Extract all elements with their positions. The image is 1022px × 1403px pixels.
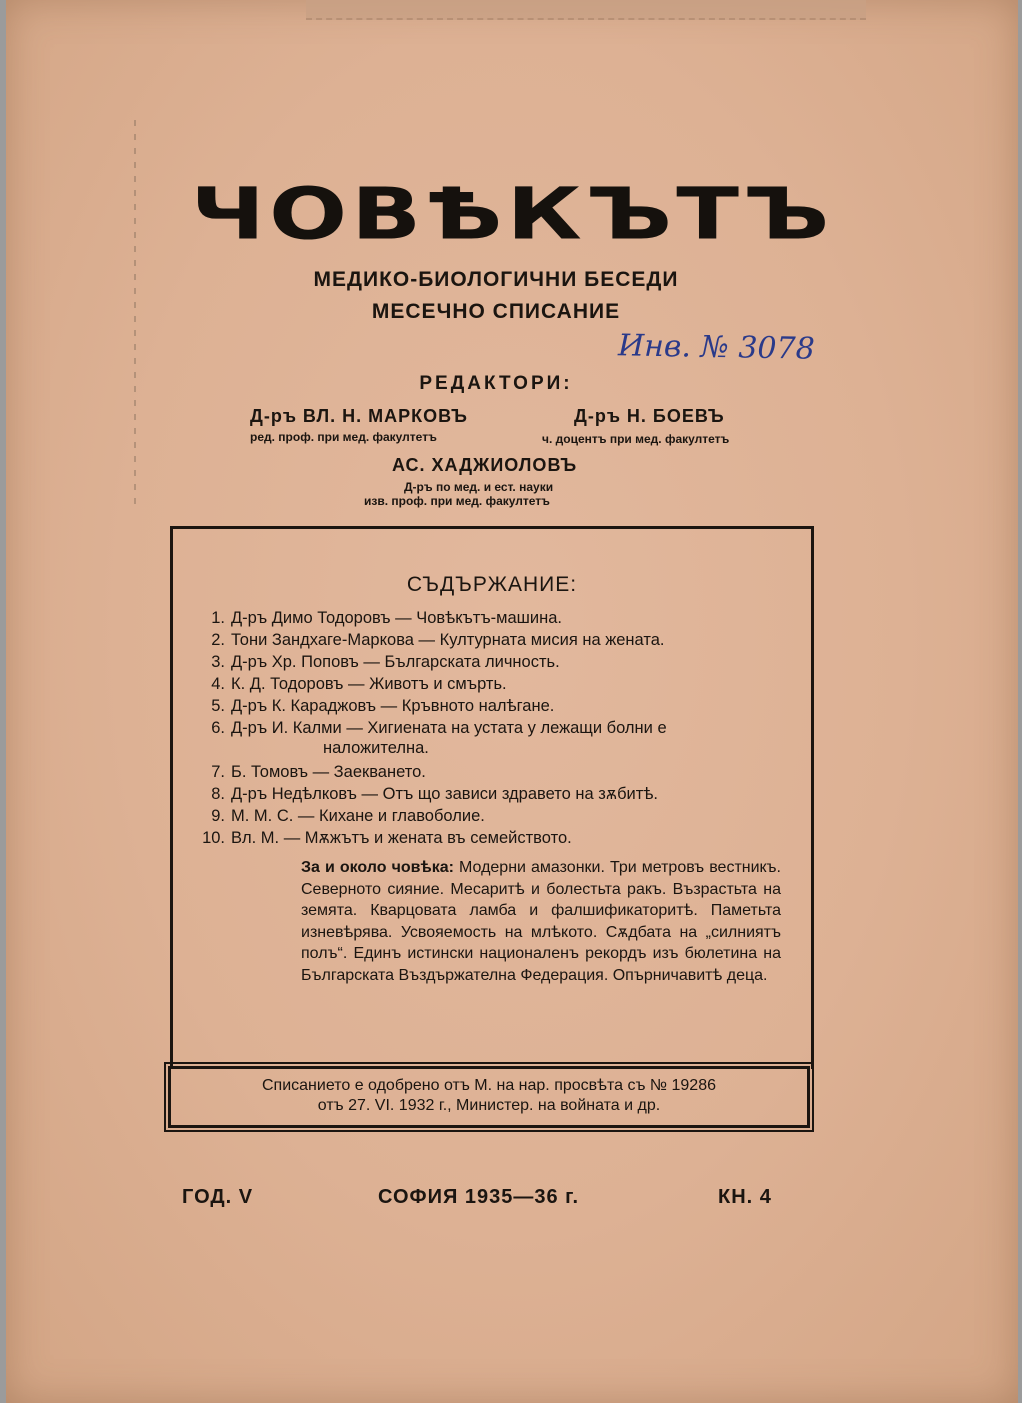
issue-number: КН. 4 xyxy=(718,1186,772,1208)
editor-2-title: ч. доцентъ при мед. факултетъ xyxy=(542,432,730,446)
toc-item: 8. Д-ръ Недѣлковъ — Отъ що зависи здравето на зѫбитѣ. xyxy=(211,785,659,803)
toc-item: 10. Вл. М. — Мѫжътъ и жената въ семейството. xyxy=(202,829,572,847)
editor-2-name: Д-ръ Н. БОЕВЪ xyxy=(574,406,725,426)
toc-item: 9. М. М. С. — Кихане и главоболие. xyxy=(211,807,485,825)
editor-1-name: Д-ръ ВЛ. Н. МАРКОВЪ xyxy=(250,406,468,426)
toc-item: 6. Д-ръ И. Калми — Хигиената на устата у лежащи болни е xyxy=(211,719,667,737)
toc-item-continuation: наложителна. xyxy=(323,739,429,757)
toc-item: 3. Д-ръ Хр. Поповъ — Българската личность. xyxy=(211,653,560,671)
magazine-title: ЧОВѢКЪТЪ xyxy=(190,172,834,256)
approval-notice-line-2: отъ 27. VI. 1932 г., Министер. на войната и др. xyxy=(317,1097,661,1114)
place-date: СОФИЯ 1935—36 г. xyxy=(378,1186,580,1208)
editors-heading: РЕДАКТОРИ: xyxy=(419,373,573,394)
contents-box xyxy=(170,526,814,1069)
approval-notice xyxy=(168,1066,810,1128)
toc-item: 2. Тони Зандхаге-Маркова — Културната мисия на жената. xyxy=(211,631,665,649)
extra-topics-text: Модерни амазонки. Три метровъ вестникъ. Северното сияние. Месаритѣ и болестьта ракъ. Възрастьта на земята. Кварцовата ламба и фалшификаторитѣ. Паметьта изневѣрява. Усвояемость на млѣкото. Сѫдбата на „силниятъ полъ“. Единъ истински националенъ рекордъ изъ бюлетина на Българската Въздържателна Федерация. Опърничавитѣ деца. xyxy=(301,859,781,984)
toc-item: 5. Д-ръ К. Караджовъ — Кръвното налѣгане. xyxy=(211,697,555,715)
handwritten-inventory-number: Инв. № 3078 xyxy=(617,328,816,367)
editor-3-title-2: изв. проф. при мед. факултетъ xyxy=(364,494,550,508)
magazine-cover xyxy=(6,0,1018,1403)
editor-1-title: ред. проф. при мед. факултетъ xyxy=(250,430,437,444)
toc-item: 4. К. Д. Тодоровъ — Животъ и смърть. xyxy=(211,675,507,693)
approval-notice-line-1: Списанието е одобрено отъ М. на нар. просвѣта съ № 19286 xyxy=(262,1077,716,1094)
torn-top-edge xyxy=(306,0,866,20)
editor-3-title-1: Д-ръ по мед. и ест. науки xyxy=(404,480,554,494)
extra-topics xyxy=(301,857,781,987)
contents-heading: СЪДЪРЖАНИЕ: xyxy=(406,573,578,596)
toc-item: 7. Б. Томовъ — Заекването. xyxy=(211,763,426,781)
magazine-subtitle: МЕДИКО-БИОЛОГИЧНИ БЕСЕДИ xyxy=(313,268,679,291)
volume-year: ГОД. V xyxy=(182,1186,254,1208)
magazine-periodicity: МЕСЕЧНО СПИСАНИЕ xyxy=(371,300,621,323)
editor-3-name: АС. ХАДЖИОЛОВЪ xyxy=(392,455,578,475)
toc-item: 1. Д-ръ Димо Тодоровъ — Човѣкътъ-машина. xyxy=(211,609,562,627)
extra-topics-lead: За и около човѣка: xyxy=(301,859,454,876)
